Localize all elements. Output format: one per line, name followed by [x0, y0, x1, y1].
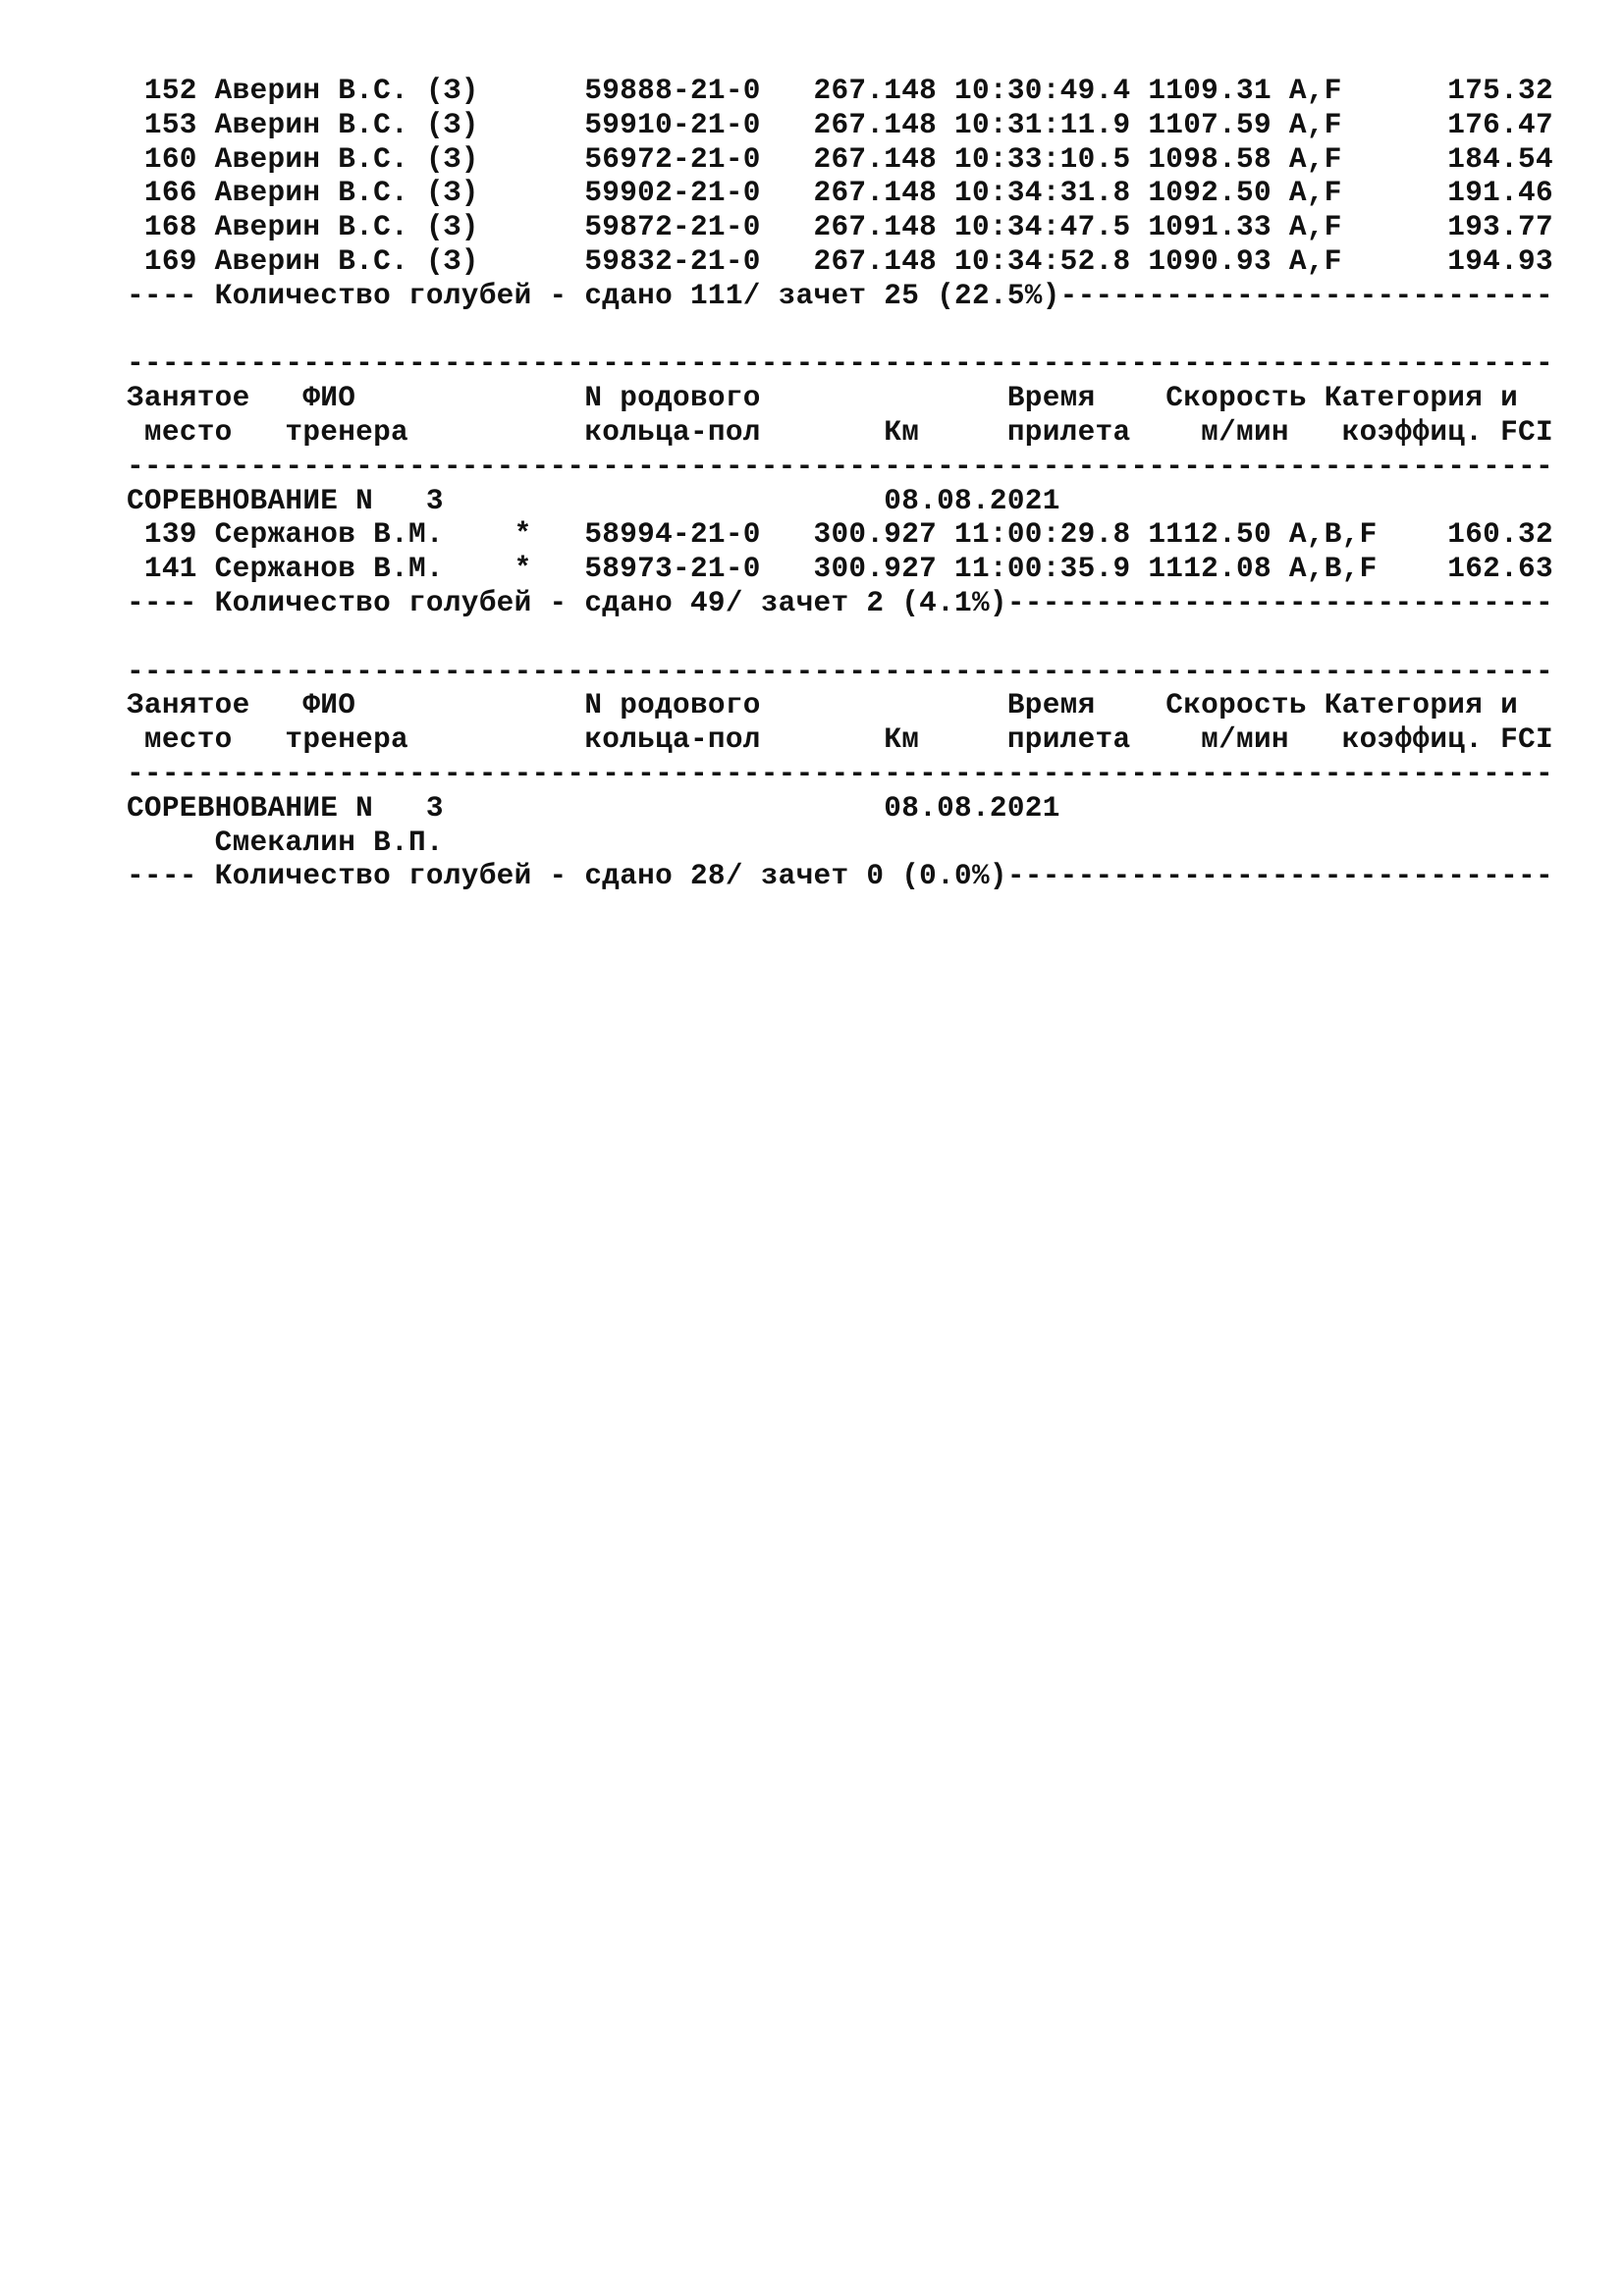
table-header-line-1: Занятое ФИО N родового Время Скорость Категория и	[127, 689, 1519, 722]
table-header-line-2: место тренера кольца-пол Км прилета м/мин коэффиц. FCI	[127, 723, 1553, 757]
competition-heading: СОРЕВНОВАНИЕ N 3 08.08.2021	[127, 484, 1060, 517]
blank-line	[127, 314, 1553, 348]
result-row-averin-166: 166 Аверин В.С. (З) 59902-21-0 267.148 10:34:31.8 1092.50 A,F 191.46	[127, 177, 1553, 210]
result-row-serzhanov-141: 141 Сержанов В.М. * 58973-21-0 300.927 11:00:35.9 1112.08 A,B,F 162.63	[127, 553, 1553, 586]
summary-line-smekalin: ---- Количество голубей - сдано 28/ зачет 0 (0.0%)-------------------------------	[127, 860, 1553, 893]
result-row-serzhanov-139: 139 Сержанов В.М. * 58994-21-0 300.927 11:00:29.8 1112.50 A,B,F 160.32	[127, 518, 1553, 552]
result-row-averin-169: 169 Аверин В.С. (З) 59832-21-0 267.148 10:34:52.8 1090.93 A,F 194.93	[127, 244, 1553, 278]
trainer-name-smekalin: Смекалин В.П.	[127, 826, 444, 859]
table-header-line-1: Занятое ФИО N родового Время Скорость Категория и	[127, 382, 1519, 415]
separator-line: ---------------------------------------------------------------------------------	[127, 347, 1553, 381]
result-row-averin-152: 152 Аверин В.С. (З) 59888-21-0 267.148 10:30:49.4 1109.31 A,F 175.32	[127, 75, 1553, 107]
summary-line-serzhanov: ---- Количество голубей - сдано 49/ зачет 2 (4.1%)-------------------------------	[127, 586, 1553, 619]
result-row-averin-153: 153 Аверин В.С. (З) 59910-21-0 267.148 10:31:11.9 1107.59 A,F 176.47	[127, 108, 1553, 141]
separator-line: ---------------------------------------------------------------------------------	[127, 757, 1553, 790]
result-row-averin-160: 160 Аверин В.С. (З) 56972-21-0 267.148 10:33:10.5 1098.58 A,F 184.54	[127, 142, 1553, 176]
summary-line-averin: ---- Количество голубей - сдано 111/ зачет 25 (22.5%)----------------------------	[127, 279, 1553, 312]
competition-heading: СОРЕВНОВАНИЕ N 3 08.08.2021	[127, 791, 1060, 825]
results-listing	[127, 75, 1553, 894]
separator-line: ---------------------------------------------------------------------------------	[127, 655, 1553, 688]
blank-line	[127, 621, 1553, 656]
table-header-line-2: место тренера кольца-пол Км прилета м/мин коэффиц. FCI	[127, 415, 1553, 449]
separator-line: ---------------------------------------------------------------------------------	[127, 450, 1553, 483]
result-row-averin-168: 168 Аверин В.С. (З) 59872-21-0 267.148 10:34:47.5 1091.33 A,F 193.77	[127, 211, 1553, 244]
